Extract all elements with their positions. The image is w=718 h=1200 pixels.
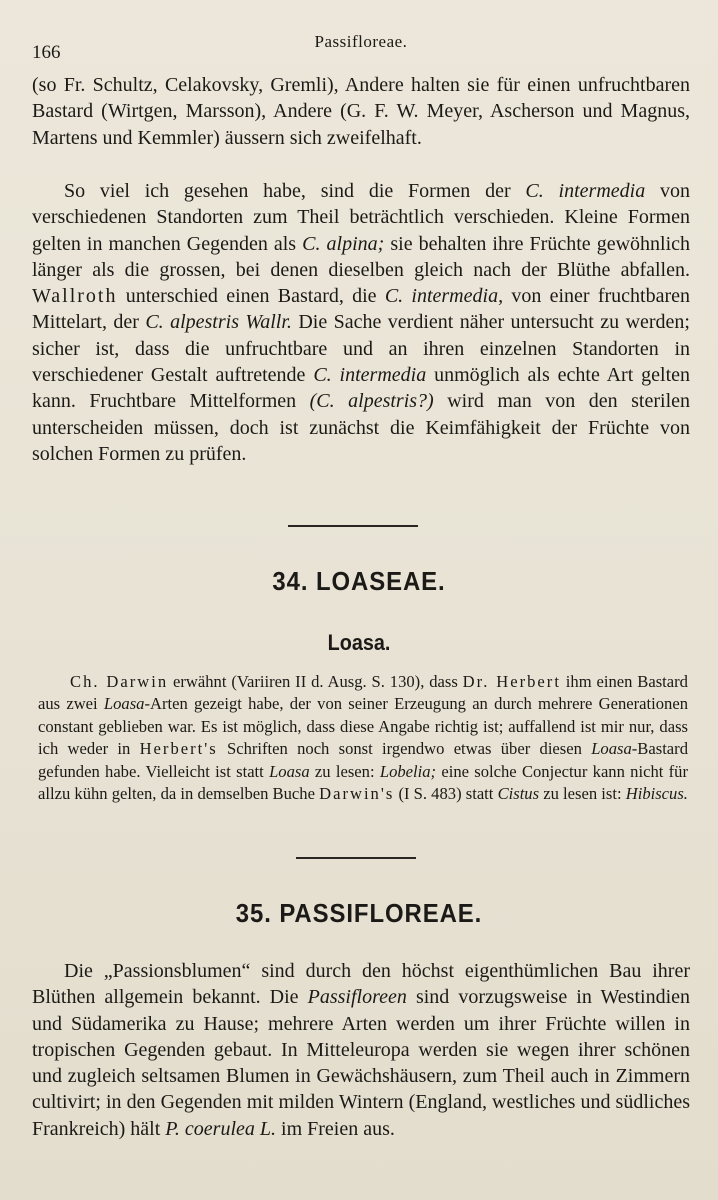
page-number: 166 <box>32 42 61 63</box>
taxon-name: (C. alpestris?) <box>309 390 434 413</box>
author-name: Darwin's <box>319 784 395 804</box>
taxon-name: Passifloreen <box>307 986 407 1009</box>
section-divider <box>288 525 418 527</box>
taxon-name: Hibiscus. <box>625 784 688 804</box>
author-name: Herbert's <box>139 739 218 759</box>
taxon-name: C. alpestris Wallr. <box>145 311 292 334</box>
taxon-name: P. coerulea L. <box>165 1117 277 1140</box>
author-name: Wallroth <box>32 285 118 308</box>
taxon-name: Loasa <box>269 761 310 781</box>
taxon-name: C. intermedia <box>525 180 646 202</box>
taxon-name: Loasa <box>103 694 145 714</box>
taxon-name: C. alpina; <box>302 232 385 255</box>
paragraph-2: So viel ich gesehen habe, sind die Formen der C. intermedia von verschiedenen Standorten zum Theil beträchtlich verschieden. Kleine Formen gelten in manchen Gegenden als C. alpina; sie behalten ihre Früchte gewöhnlich länger als die grossen, bei denen dieselben gleich nach der Blüthe abfallen. Wallroth unterschied einen Bastard, die C. intermedia, von einer fruchtbaren Mittelart, der C. alpestris Wallr. Die Sache verdient näher untersucht zu werden; sicher ist, dass die unfruchtbare und an ihren einzelnen Standorten in verschiedener Gestalt auftretende C. intermedia unmöglich als echte Art gelten kann. Fruchtbare Mittelformen (C. alpestris?) wird man von den sterilen unterscheiden müssen, doch ist zunächst die Keimfähigkeit der Früchte von solchen Formen zu prüfen. <box>32 180 691 465</box>
author-name: Dr. Herbert <box>462 672 561 691</box>
running-header <box>32 30 690 62</box>
paragraph-continuation <box>32 72 690 151</box>
taxon-name: Lobelia; <box>379 761 437 781</box>
paragraph-4: Die „Passionsblumen“ sind durch den höchst eigenthümlichen Bau ihrer Blüthen allgemein bekannt. Die Passifloreen sind vorzugsweise in Westindien und Südamerika zu Hause; mehrere Arten werden um ihrer Früchte willen in tropischen Gegenden gebaut. In Mitteleuropa werden sie wegen ihrer schönen und zugleich seltsamen Blumen in Gewächshäusern, zum Theil auch in Zimmern cultivirt; in den Gegenden mit milden Wintern (England, westliches und südliches Frankreich) hält P. coerulea L. im Freien aus. <box>32 960 690 1140</box>
running-title: Passifloreae. <box>314 32 408 51</box>
taxon-name: C. intermedia, <box>384 285 504 308</box>
taxon-name: C. intermedia <box>313 364 427 387</box>
taxon-name: Cistus <box>497 784 540 804</box>
section-heading-loaseae: 34. LOASEAE. <box>272 566 446 596</box>
genus-heading-loasa: Loasa. <box>327 630 391 655</box>
section-divider <box>296 857 416 859</box>
taxon-name: Loasa <box>591 739 632 759</box>
paragraph-1: (so Fr. Schultz, Celakovsky, Gremli), Andere halten sie für einen unfruchtbaren Bastard (Wirtgen, Marsson), Andere (G. F. W. Meyer, Ascherson und Magnus, Martens und Kemmler) äussern sich zweifelhaft. <box>32 74 690 149</box>
section-heading-passifloreae: 35. PASSIFLOREAE. <box>235 898 483 928</box>
paragraph-3: Ch. Darwin erwähnt (Variiren II d. Ausg. S. 130), dass Dr. Herbert ihm einen Bastard aus zwei Loasa-Arten gezeigt habe, der von seiner Erzeugung an durch mehrere Generationen constant geblieben war. Es ist möglich, dass diese Angabe richtig ist; auffallend ist mir nur, dass ich weder in Herbert's Schriften noch sonst irgendwo etwas über diesen Loasa-Bastard gefunden habe. Vielleicht ist statt Loasa zu lesen: Lobelia; eine solche Conjectur kann nicht für allzu kühn gelten, da in demselben Buche Darwin's (I S. 483) statt Cistus zu lesen ist: Hibiscus. <box>38 672 688 804</box>
paragraph-intermedia <box>32 178 690 467</box>
paragraph-passifloreae <box>32 958 690 1142</box>
author-name: Ch. Darwin <box>70 672 169 691</box>
paragraph-loasa <box>38 671 688 805</box>
